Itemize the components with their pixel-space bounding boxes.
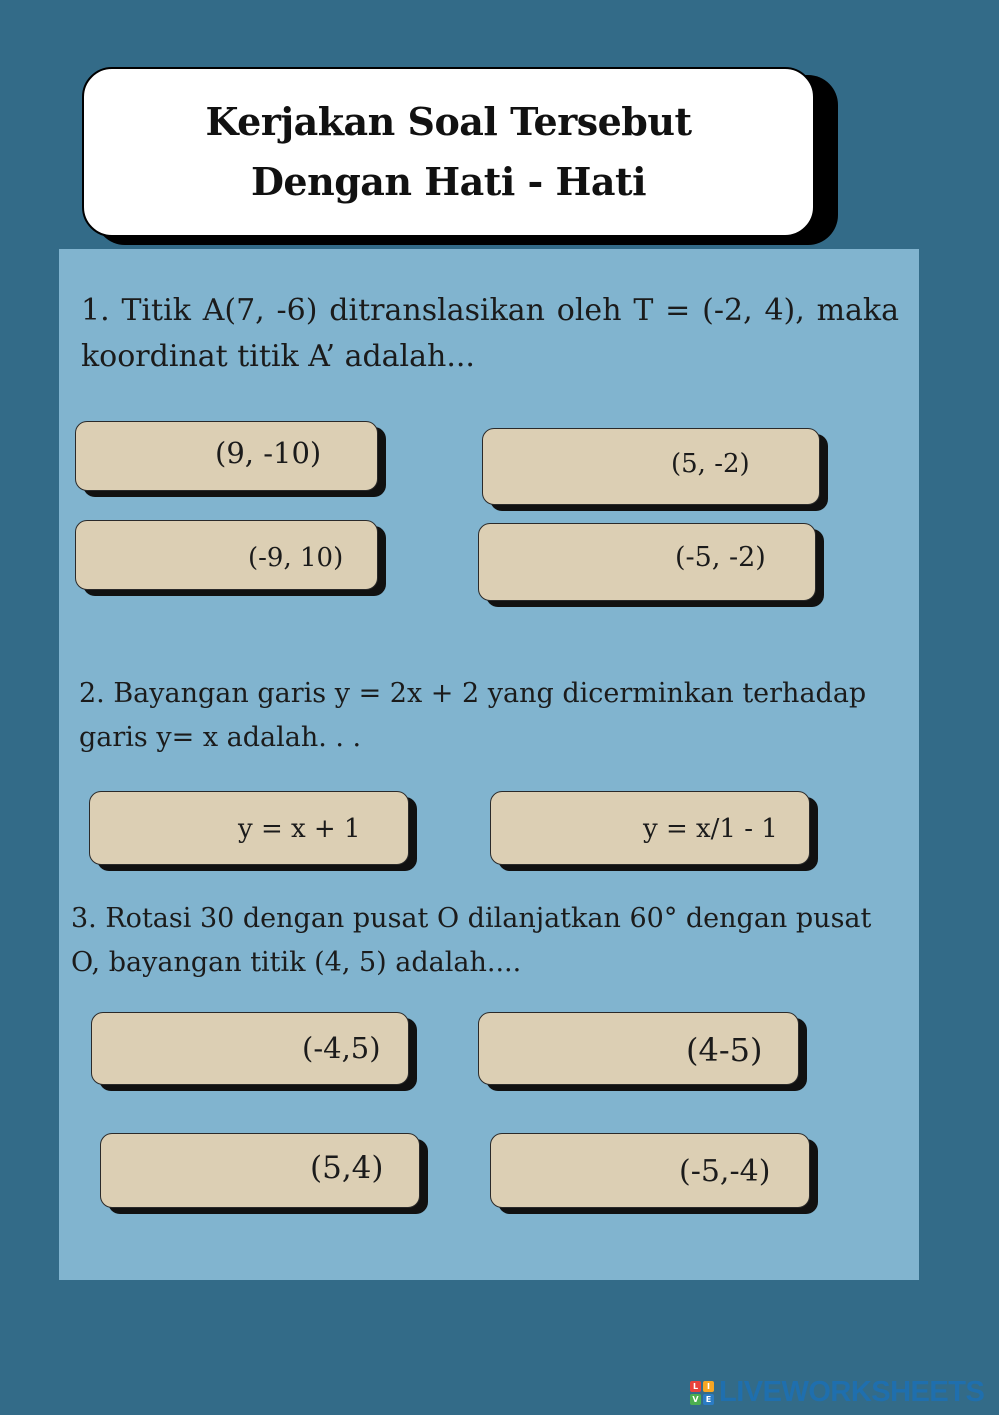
q2-option-a-label: y = x + 1 <box>238 814 361 844</box>
q1-option-c[interactable] <box>75 520 378 590</box>
logo-cell-v: V <box>690 1394 701 1405</box>
question-3-text: 3. Rotasi 30 dengan pusat O dilanjatkan 60° dengan pusat O, bayangan titik (4, 5) adalah.... <box>71 903 872 978</box>
q1-option-a[interactable] <box>75 421 378 491</box>
logo-cell-i: I <box>703 1381 714 1392</box>
q3-option-a-label: (-4,5) <box>302 1031 381 1065</box>
q1-option-d[interactable] <box>478 523 816 601</box>
q3-option-d[interactable] <box>490 1133 810 1208</box>
q3-option-a[interactable] <box>91 1012 409 1085</box>
q1-option-c-label: (-9, 10) <box>248 543 344 573</box>
title-line-2: Dengan Hati - Hati <box>250 159 647 204</box>
q1-option-a-label: (9, -10) <box>215 436 322 470</box>
question-2-text: 2. Bayangan garis y = 2x + 2 yang dicerminkan terhadap garis y= x adalah. . . <box>79 678 867 753</box>
q3-option-c-label: (5,4) <box>310 1150 384 1186</box>
logo-cell-l: L <box>690 1381 701 1392</box>
worksheet-panel <box>59 249 919 1280</box>
logo-cell-e: E <box>703 1394 714 1405</box>
liveworksheets-logo-icon <box>690 1381 714 1405</box>
q2-option-b-label: y = x/1 - 1 <box>643 814 778 844</box>
title-line-1: Kerjakan Soal Tersebut <box>205 99 692 144</box>
title-box <box>82 67 815 237</box>
q1-option-b[interactable] <box>482 428 820 505</box>
question-1-text: 1. Titik A(7, -6) ditranslasikan oleh T = (-2, 4), maka koordinat titik A’ adalah... <box>81 293 899 374</box>
q3-option-c[interactable] <box>100 1133 420 1208</box>
liveworksheets-logo-text: LIVEWORKSHEETS <box>719 1376 985 1408</box>
q1-option-b-label: (5, -2) <box>671 449 750 479</box>
q3-option-b[interactable] <box>478 1012 799 1085</box>
q2-option-a[interactable] <box>89 791 409 865</box>
q1-option-d-label: (-5, -2) <box>675 542 766 573</box>
liveworksheets-logo <box>690 1376 984 1409</box>
q2-option-b[interactable] <box>490 791 810 865</box>
q3-option-b-label: (4-5) <box>686 1031 763 1069</box>
q3-option-d-label: (-5,-4) <box>679 1154 771 1189</box>
